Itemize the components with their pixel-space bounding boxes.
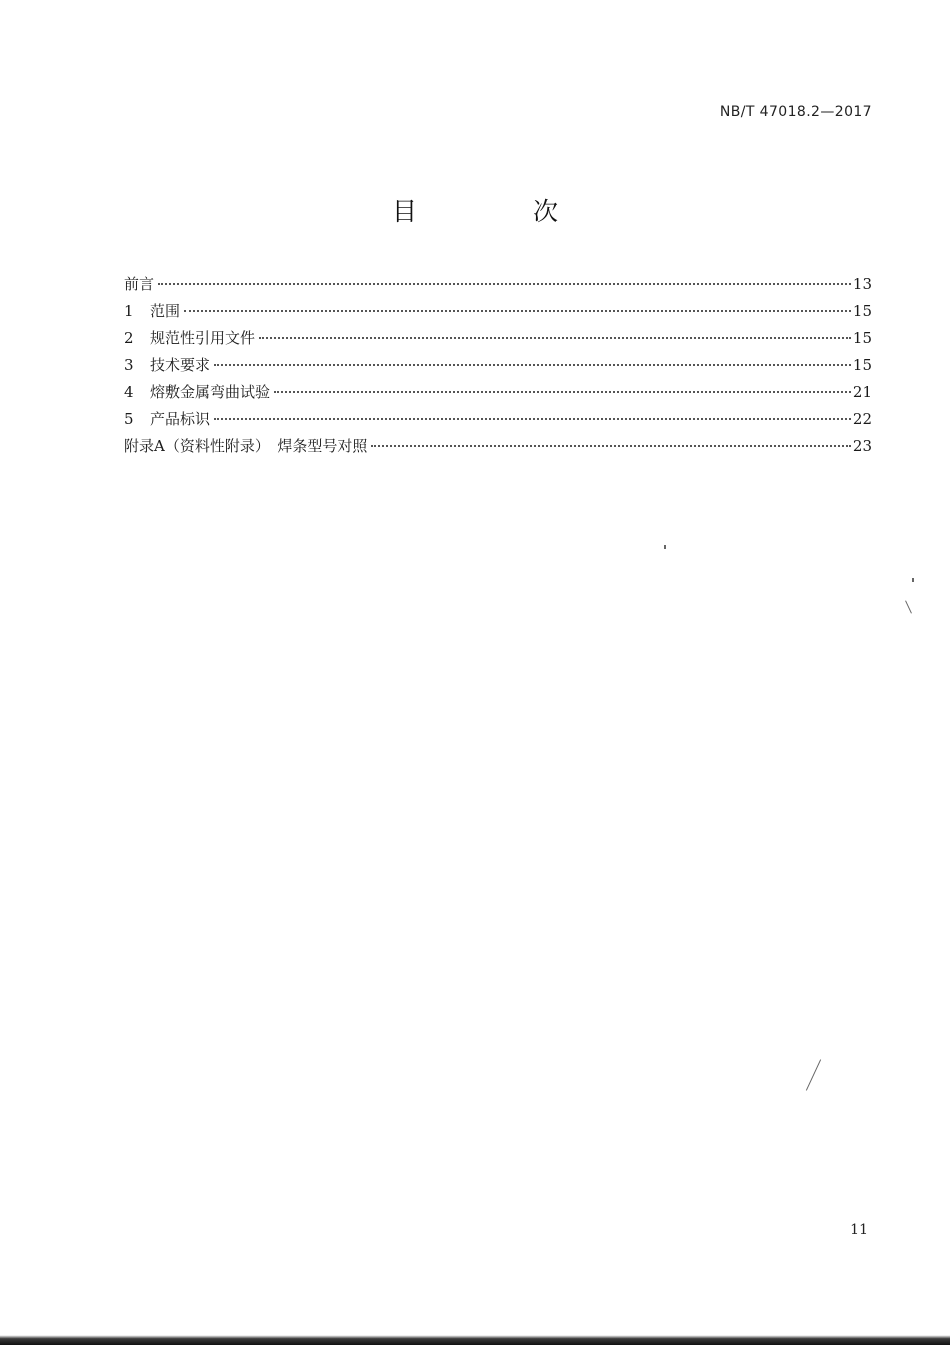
scan-speck: [806, 1059, 821, 1090]
toc-leader-dots: [259, 337, 851, 339]
toc-leader-dots: [184, 310, 851, 312]
toc-entry-page: 15: [852, 302, 872, 320]
toc-leader-dots: [214, 364, 851, 366]
toc-entry-label: 技术要求: [150, 356, 211, 374]
scan-speck: [905, 600, 912, 613]
toc-entry-number: 1: [124, 302, 134, 320]
toc-entry-page: 15: [852, 356, 872, 374]
toc-entry-label: 前言: [124, 275, 155, 293]
toc-leader-dots: [371, 445, 851, 447]
scan-bottom-edge: [0, 1331, 950, 1345]
scan-speck: [664, 545, 666, 549]
toc-leader-dots: [214, 418, 851, 420]
toc-entry-page: 15: [852, 329, 872, 347]
toc-entry-bend-test[interactable]: [124, 382, 872, 409]
toc-entry-product-marking[interactable]: [124, 409, 872, 436]
toc-entry-label: 范围: [150, 302, 181, 320]
toc-entry-label: 产品标识: [150, 410, 211, 428]
scan-speck: [912, 578, 914, 582]
toc-entry-technical-requirements[interactable]: [124, 355, 872, 382]
toc-leader-dots: [158, 283, 851, 285]
toc-entry-appendix-a[interactable]: [124, 436, 872, 463]
toc-entry-foreword[interactable]: [124, 274, 872, 301]
toc-entry-label: 规范性引用文件: [150, 329, 256, 347]
toc-entry-page: 13: [852, 275, 872, 293]
toc-entry-number: 3: [124, 356, 134, 374]
toc-entry-number: 4: [124, 383, 134, 401]
toc-entry-page: 22: [852, 410, 872, 428]
toc-entry-label: 附录A（资料性附录） 焊条型号对照: [124, 437, 368, 455]
toc-entry-page: 23: [852, 437, 872, 455]
toc-entry-normative-references[interactable]: [124, 328, 872, 355]
table-of-contents: [124, 274, 872, 463]
toc-leader-dots: [274, 391, 851, 393]
page-number: 11: [850, 1222, 868, 1238]
toc-entry-label: 熔敷金属弯曲试验: [150, 383, 271, 401]
toc-entry-scope[interactable]: [124, 301, 872, 328]
toc-entry-number: 5: [124, 410, 134, 428]
standard-code: NB/T 47018.2—2017: [719, 104, 872, 120]
page-title: 目 次: [392, 197, 612, 226]
toc-entry-number: 2: [124, 329, 134, 347]
toc-entry-page: 21: [852, 383, 872, 401]
